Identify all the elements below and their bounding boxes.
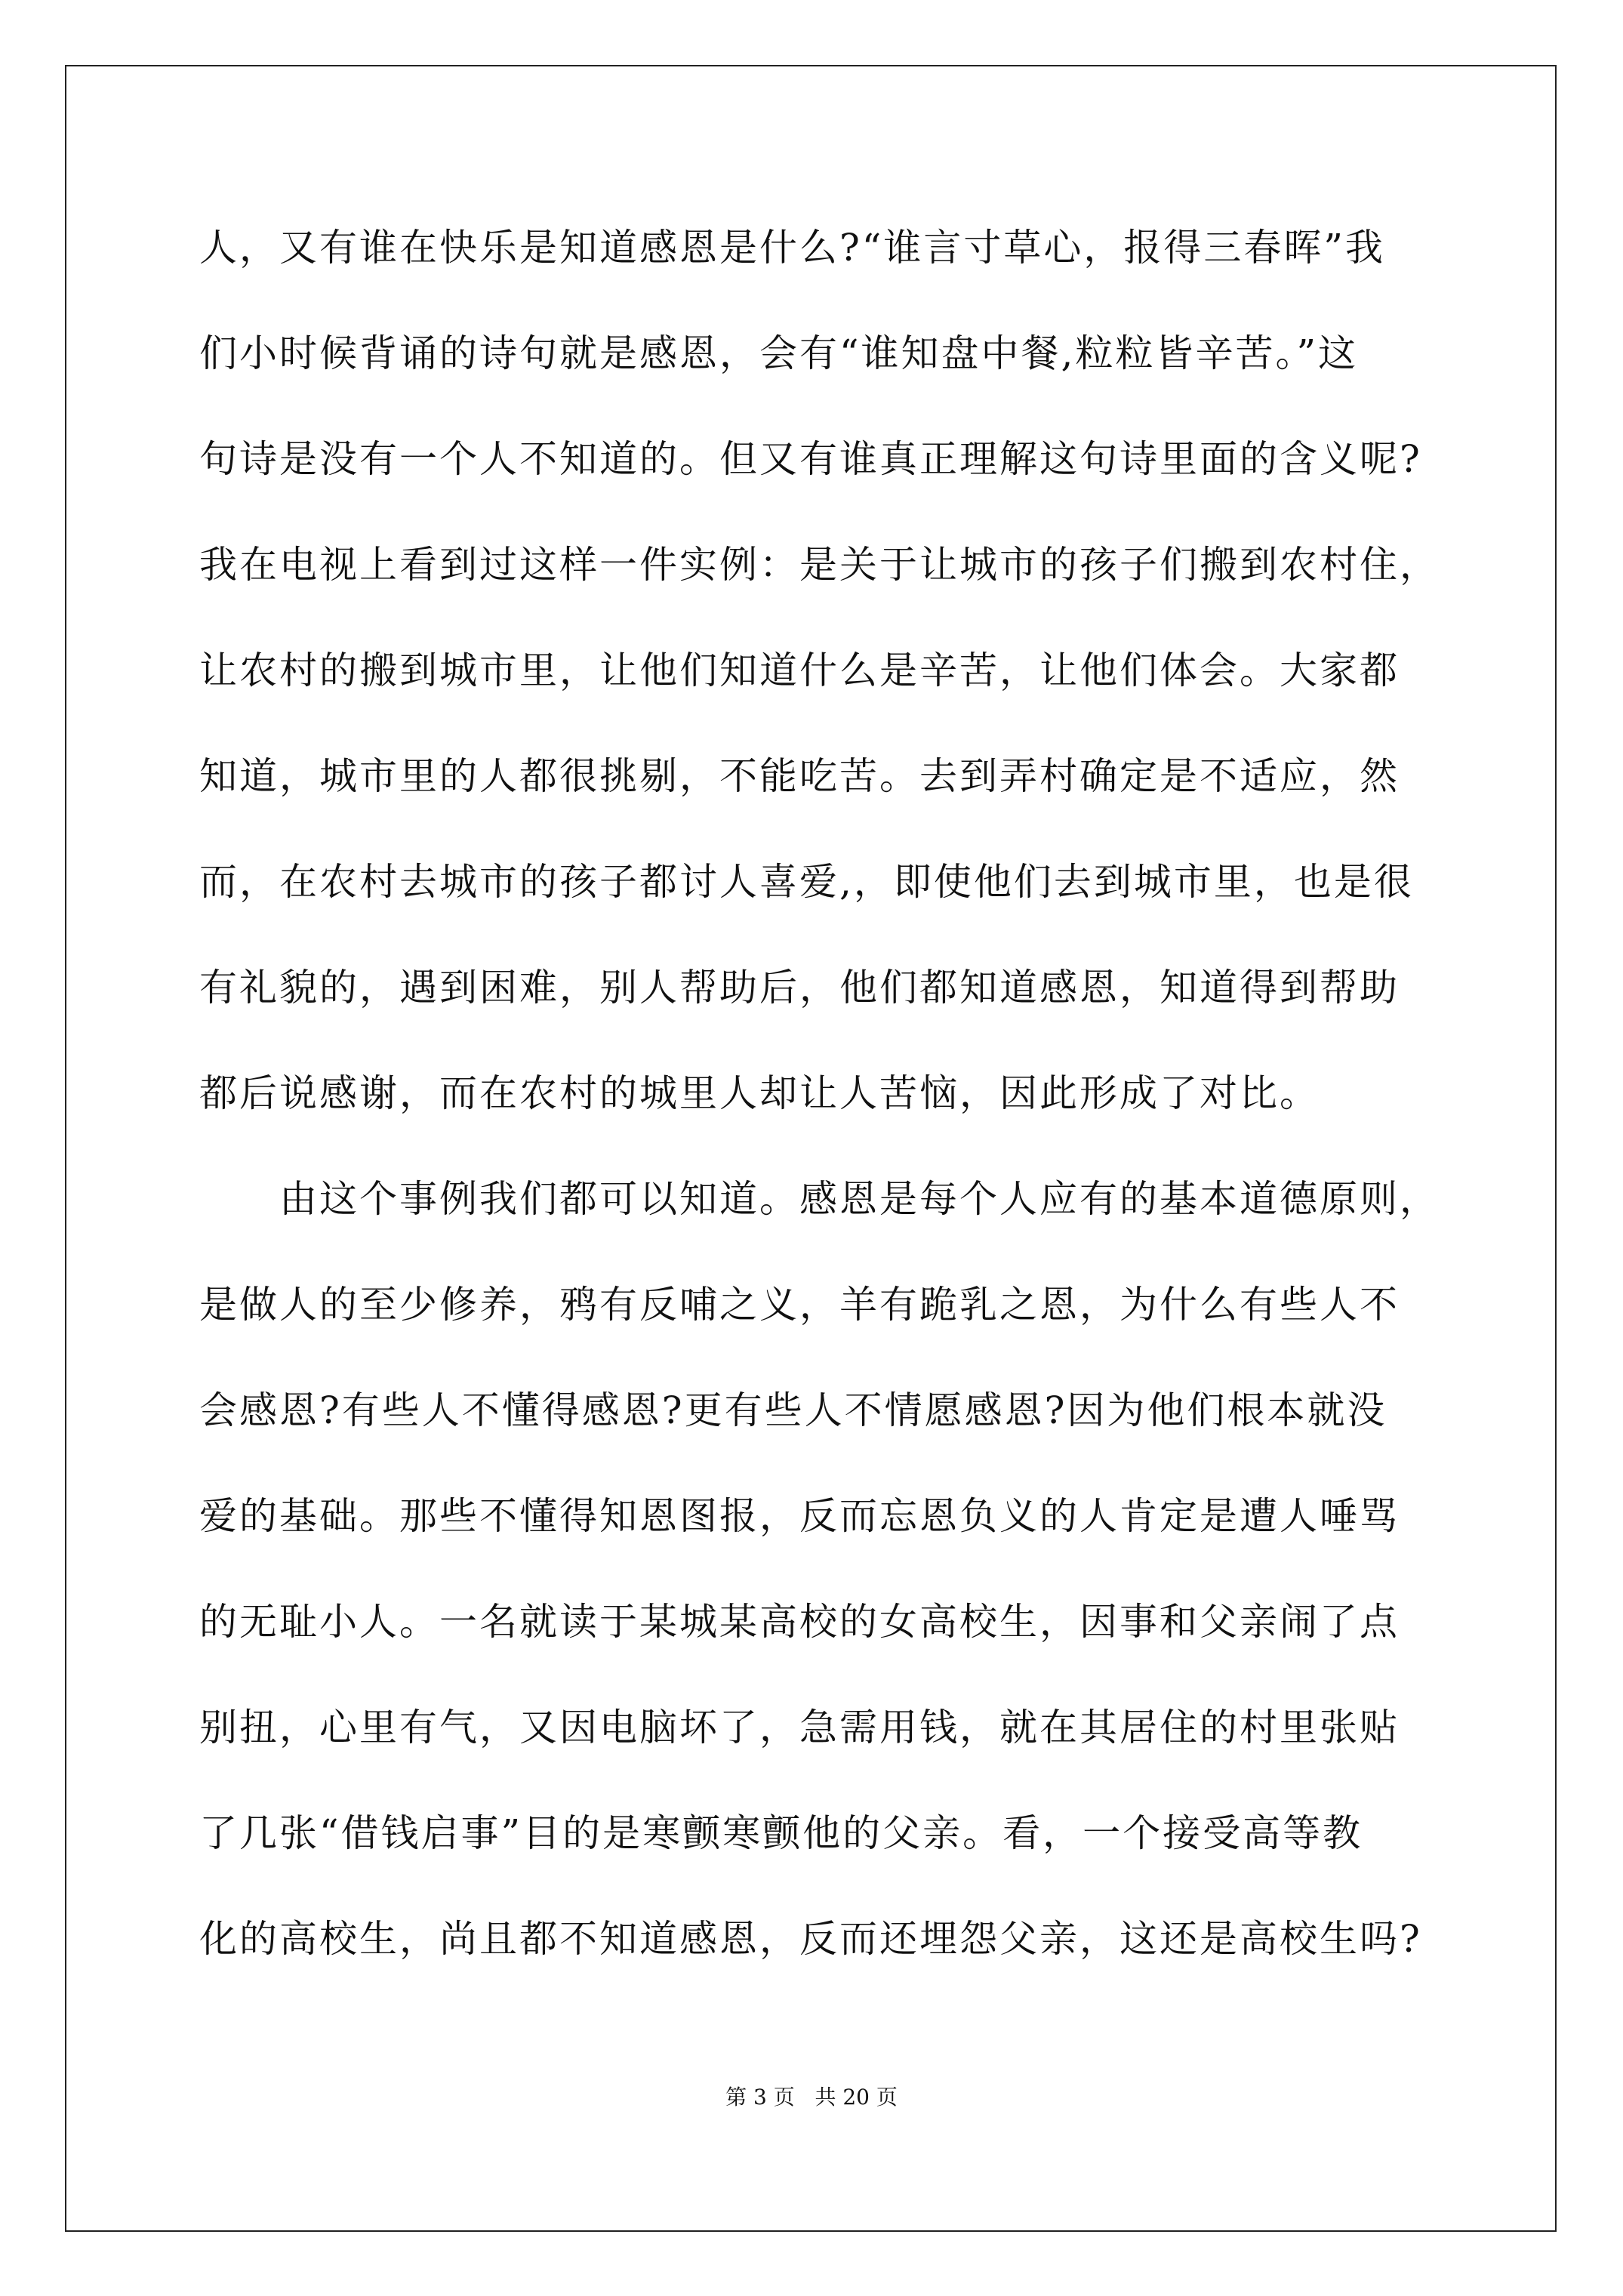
text-line-5: 让农村的搬到城市里，让他们知道什么是辛苦，让他们体会。大家都	[199, 649, 1400, 692]
text-line-11: 是做人的至少修养，鸦有反哺之义，羊有跪乳之恩，为什么有些人不	[199, 1283, 1400, 1327]
text-line-8: 有礼貌的，遇到困难，别人帮助后，他们都知道感恩，知道得到帮助	[199, 966, 1400, 1009]
text-line-4: 我在电视上看到过这样一件实例：是关于让城市的孩子们搬到农村住，	[199, 543, 1440, 587]
text-line-13: 爱的基础。那些不懂得知恩图报，反而忘恩负义的人肯定是遭人唾骂	[199, 1494, 1400, 1538]
text-line-9: 都后说感谢，而在农村的城里人却让人苦恼，因此形成了对比。	[199, 1071, 1320, 1115]
text-line-2: 们小时候背诵的诗句就是感恩，会有“谁知盘中餐,粒粒皆辛苦。”这	[199, 331, 1359, 375]
text-line-3: 句诗是没有一个人不知道的。但又有谁真正理解这句诗里面的含义呢?	[199, 437, 1422, 481]
text-line-7: 而，在农村去城市的孩子都讨人喜爱,，即使他们去到城市里，也是很	[199, 860, 1414, 904]
page-number: 第 3 页 共 20 页	[725, 2085, 898, 2110]
text-line-16: 了几张“借钱启事”目的是寒颤寒颤他的父亲。看，一个接受高等教	[199, 1811, 1363, 1855]
text-line-15: 别扭，心里有气，又因电脑坏了，急需用钱，就在其居住的村里张贴	[199, 1706, 1400, 1749]
text-line-17: 化的高校生，尚且都不知道感恩，反而还埋怨父亲，这还是高校生吗?	[199, 1917, 1422, 1961]
text-line-6: 知道，城市里的人都很挑剔，不能吃苦。去到弄村确定是不适应，然	[199, 754, 1400, 798]
page-frame	[65, 65, 1557, 2232]
text-line-12: 会感恩?有些人不懂得感恩?更有些人不情愿感恩?因为他们根本就没	[199, 1388, 1387, 1432]
text-line-1: 人，又有谁在快乐是知道感恩是什么?“谁言寸草心，报得三春晖”我	[199, 226, 1385, 270]
paragraph-start-line: 由这个事例我们都可以知道。感恩是每个人应有的基本道德原则，	[279, 1177, 1440, 1221]
text-line-14: 的无耻小人。一名就读于某城某高校的女高校生，因事和父亲闹了点	[199, 1600, 1400, 1644]
